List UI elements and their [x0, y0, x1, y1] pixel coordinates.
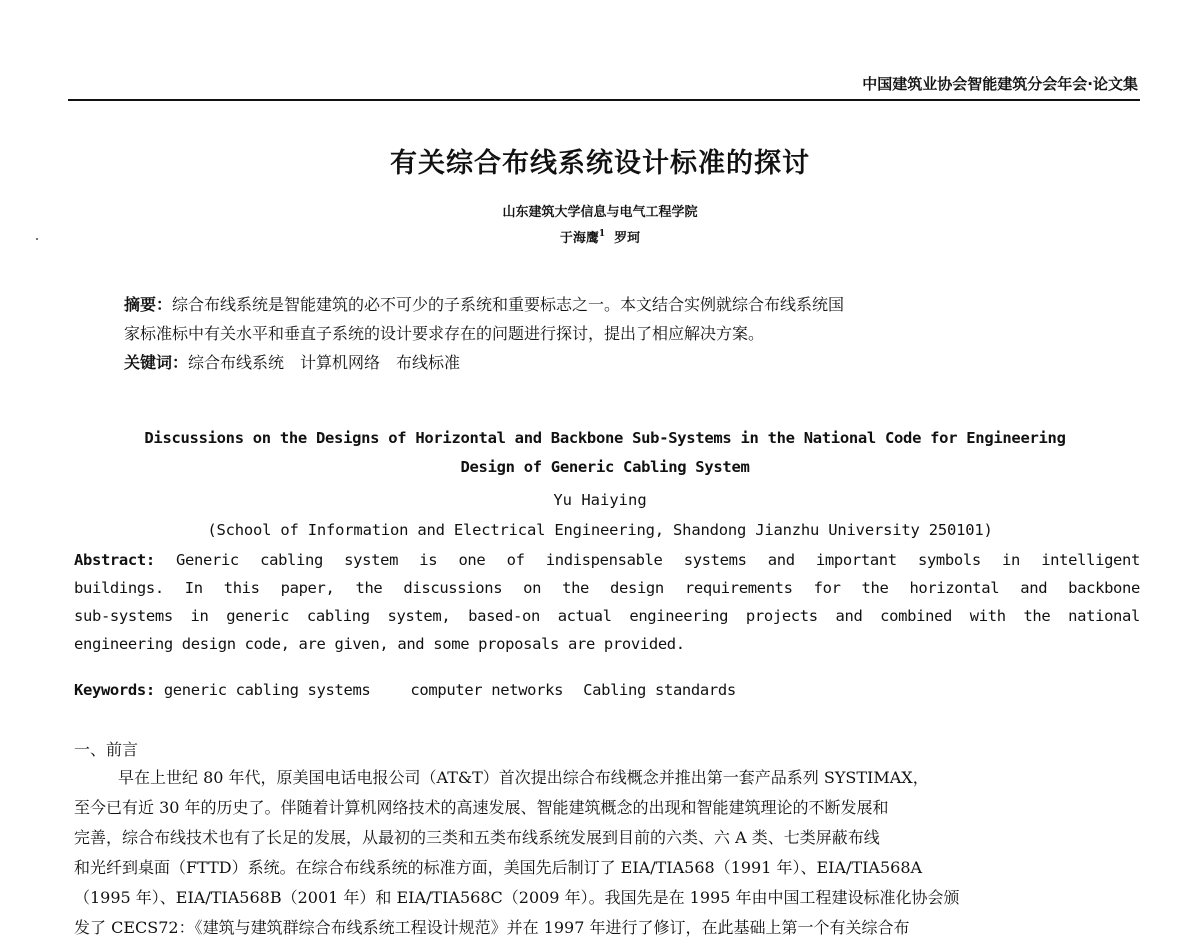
body-line-1: 早在上世纪 80 年代，原美国电话电报公司（AT&T）首次提出综合布线概念并推出第一套产品系列 SYSTIMAX， — [118, 768, 929, 787]
en-abstract-line-3: sub-systems in generic cabling system, based-on actual engineering projects and combined with the national — [74, 607, 1140, 625]
english-abstract — [74, 546, 1140, 658]
en-abstract-line-4: engineering design code, are given, and some proposals are provided. — [74, 635, 685, 653]
english-title — [60, 424, 1150, 482]
english-title-line-1: Discussions on the Designs of Horizontal and Backbone Sub-Systems in the National Code for Engineering — [144, 429, 1066, 447]
en-keywords-label: Keywords: — [74, 681, 155, 699]
author-1-footnote-mark: 1 — [598, 229, 606, 239]
cn-abstract-text-1: 综合布线系统是智能建筑的必不可少的子系统和重要标志之一。本文结合实例就综合布线系统国 — [172, 295, 845, 314]
running-header: 中国建筑业协会智能建筑分会年会·论文集 — [862, 75, 1138, 93]
en-abstract-text-1: Generic cabling system is one of indispensable systems and important symbols in intelligent — [154, 551, 1140, 569]
chinese-abstract — [124, 290, 1084, 377]
cn-keywords: 综合布线系统 计算机网络 布线标准 — [188, 353, 461, 372]
cn-keywords-line — [124, 348, 1084, 377]
section-heading-introduction: 一、前言 — [74, 740, 139, 759]
cn-keywords-label: 关键词： — [124, 353, 189, 372]
body-line-6: 发了 CECS72：《建筑与建筑群综合布线系统工程设计规范》并在 1997 年进行了修订，在此基础上第一个有关综合布 — [74, 918, 910, 937]
affiliation: 山东建筑大学信息与电气工程学院 — [502, 205, 698, 220]
english-author: Yu Haiying — [553, 491, 647, 509]
en-abstract-line-1 — [74, 546, 1140, 574]
en-abstract-label: Abstract: — [74, 551, 155, 569]
body-line-2: 至今已有近 30 年的历史了。伴随着计算机网络技术的高速发展、智能建筑概念的出现和智能建筑理论的不断发展和 — [74, 798, 889, 817]
authors — [0, 228, 1200, 250]
en-keyword-3: Cabling standards — [583, 681, 736, 699]
author-2: 罗珂 — [614, 231, 641, 246]
author-1: 于海鹰 — [559, 231, 599, 246]
body-line-4: 和光纤到桌面（FTTD）系统。在综合布线系统的标准方面，美国先后制订了 EIA/TIA568（1991 年）、EIA/TIA568A — [74, 858, 923, 877]
body-line-5: （1995 年）、EIA/TIA568B（2001 年）和 EIA/TIA568C（2009 年）。我国先是在 1995 年由中国工程建设标准化协会颁 — [74, 888, 960, 907]
paper-title: 有关综合布线系统设计标准的探讨 — [390, 148, 810, 179]
header-rule — [68, 99, 1140, 101]
english-affiliation: (School of Information and Electrical Engineering, Shandong Jianzhu University 250101) — [207, 521, 993, 539]
cn-abstract-line-1 — [124, 290, 1084, 319]
body-line-3: 完善，综合布线技术也有了长足的发展，从最初的三类和五类布线系统发展到目前的六类、六 A 类、七类屏蔽布线 — [74, 828, 880, 847]
cn-abstract-line-2: 家标准标中有关水平和垂直子系统的设计要求存在的问题进行探讨，提出了相应解决方案。 — [124, 324, 765, 343]
en-keyword-1: generic cabling systems — [154, 681, 371, 699]
cn-abstract-label: 摘要： — [124, 295, 173, 314]
en-keyword-2: computer networks — [410, 681, 564, 699]
en-abstract-line-2: buildings. In this paper, the discussions on the design requirements for the horizontal and backbone — [74, 579, 1140, 597]
english-title-line-2: Design of Generic Cabling System — [460, 458, 750, 476]
english-keywords — [74, 676, 1140, 704]
introduction-body — [74, 763, 1140, 943]
